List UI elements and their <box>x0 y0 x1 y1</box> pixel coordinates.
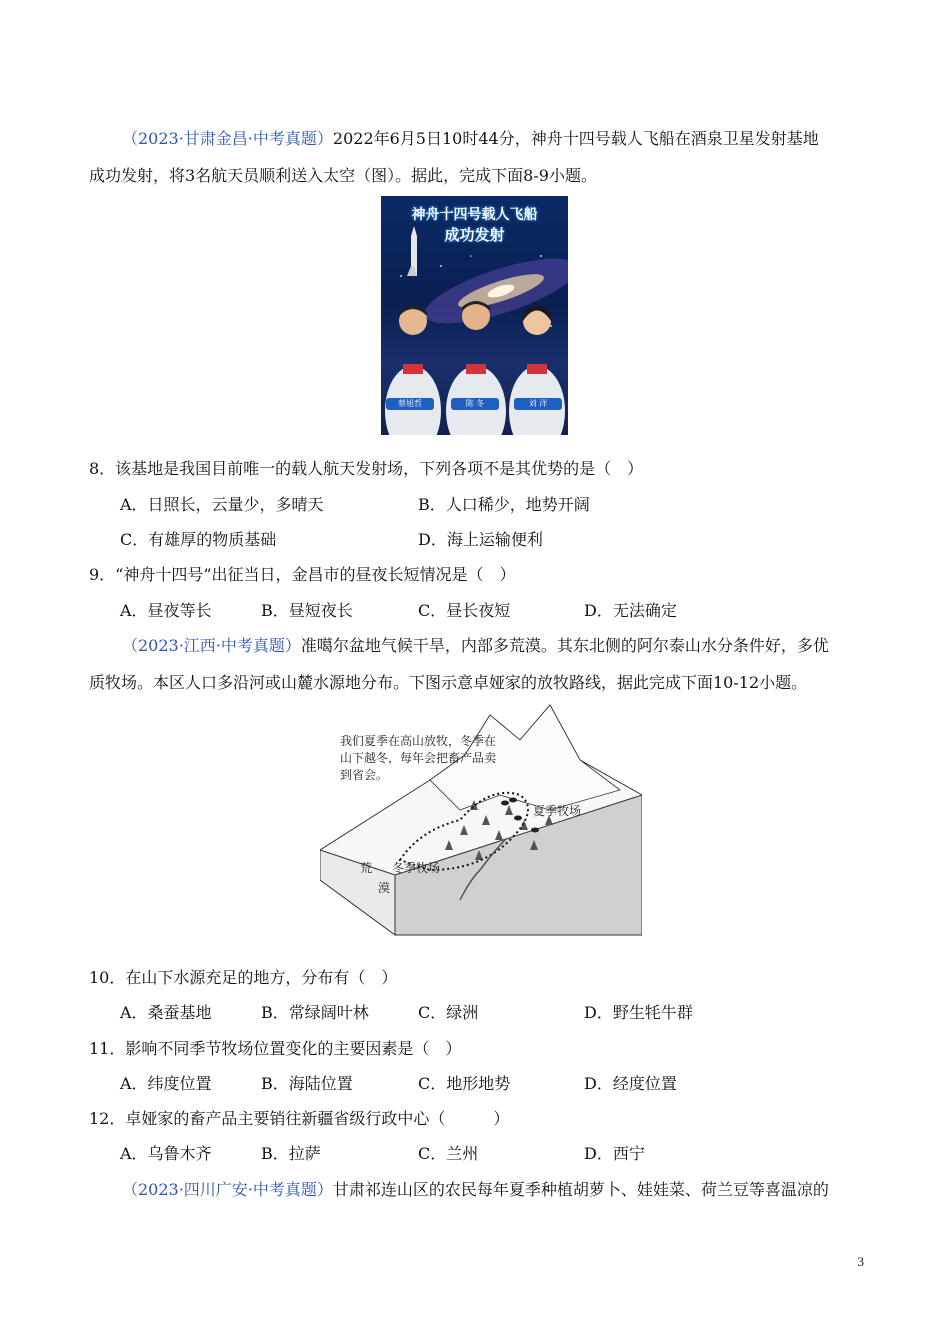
question-9-option-b: B．昼短夜长 <box>261 601 353 620</box>
question-11-stem: 11．影响不同季节牧场位置变化的主要因素是（ ） <box>89 1039 462 1058</box>
question-8-option-d: D．海上运输便利 <box>418 530 543 549</box>
question-9-option-a: A．昼夜等长 <box>120 601 212 620</box>
astronaut-name-3: 刘 洋 <box>528 399 548 408</box>
question-12-stem: 12．卓娅家的畜产品主要销往新疆省级行政中心（ ） <box>89 1109 510 1128</box>
diagram-desert-label-1: 荒 <box>360 861 373 875</box>
question-10-option-c: C．绿洲 <box>418 1003 479 1022</box>
diagram-summer-pasture-label: 夏季牧场 <box>533 804 582 818</box>
question-9-option-c: C．昼长夜短 <box>418 601 511 620</box>
diagram-speech-line2: 山下越冬，每年会把畜产品卖 <box>340 751 497 765</box>
intro1-line1 <box>122 129 819 149</box>
question-9-option-d: D．无法确定 <box>584 601 677 620</box>
question-11-option-c: C．地形地势 <box>418 1074 511 1093</box>
intro2-line2: 质牧场。本区人口多沿河或山麓水源地分布。下图示意卓娅家的放牧路线，据此完成下面10-12小题。 <box>89 673 808 692</box>
source-tag: （2023·甘肃金昌·中考真题） <box>122 129 333 148</box>
question-10-option-a: A．桑蚕基地 <box>120 1003 212 1022</box>
intro2-line1 <box>122 636 829 656</box>
intro1-text: 2022年6月5日10时44分，神舟十四号载人飞船在酒泉卫星发射基地 <box>332 129 819 148</box>
question-8-option-a: A．日照长，云量少，多晴天 <box>120 495 324 514</box>
diagram-winter-pasture-label: 冬季牧场 <box>392 861 441 875</box>
question-12-option-c: C．兰州 <box>418 1144 479 1163</box>
source-tag: （2023·江西·中考真题） <box>122 636 301 655</box>
question-10-option-d: D．野生牦牛群 <box>584 1003 693 1022</box>
astronaut-name-1: 蔡旭哲 <box>398 399 422 408</box>
question-11-option-d: D．经度位置 <box>584 1074 677 1093</box>
question-8-stem: 8．该基地是我国目前唯一的载人航天发射场，下列各项不是其优势的是（ ） <box>89 459 644 478</box>
question-12-option-b: B．拉萨 <box>261 1144 321 1163</box>
question-11-option-b: B．海陆位置 <box>261 1074 353 1093</box>
intro3-text: 甘肃祁连山区的农民每年夏季种植胡萝卜、娃娃菜、荷兰豆等喜温凉的 <box>332 1180 829 1199</box>
intro1-line2: 成功发射，将3名航天员顺利送入太空（图）。据此，完成下面8-9小题。 <box>89 166 597 185</box>
astronaut-name-2: 陈 冬 <box>465 399 485 408</box>
grazing-route-diagram <box>320 700 642 940</box>
page-number: 3 <box>857 1254 864 1269</box>
question-9-stem: 9．“神舟十四号”出征当日，金昌市的昼夜长短情况是（ ） <box>89 565 516 584</box>
question-12-option-a: A．乌鲁木齐 <box>120 1144 212 1163</box>
shenzhou-poster-image <box>381 196 568 435</box>
question-8-option-b: B．人口稀少，地势开阔 <box>418 495 590 514</box>
question-10-stem: 10．在山下水源充足的地方，分布有（ ） <box>89 968 398 987</box>
poster-title-line2: 成功发射 <box>444 226 505 244</box>
question-12-option-d: D．西宁 <box>584 1144 645 1163</box>
diagram-desert-label-2: 漠 <box>378 881 391 895</box>
source-tag: （2023·四川广安·中考真题） <box>122 1180 333 1199</box>
question-11-option-a: A．纬度位置 <box>120 1074 212 1093</box>
question-8-option-c: C．有雄厚的物质基础 <box>120 530 277 549</box>
diagram-speech-line1: 我们夏季在高山放牧，冬季在 <box>340 734 497 748</box>
poster-title-line1: 神舟十四号载人飞船 <box>411 207 538 223</box>
question-10-option-b: B．常绿阔叶林 <box>261 1003 369 1022</box>
intro2-text: 准噶尔盆地气候干旱，内部多荒漠。其东北侧的阿尔泰山水分条件好，多优 <box>300 636 829 655</box>
diagram-speech-line3: 到省会。 <box>340 768 389 782</box>
intro3-line1 <box>122 1180 829 1200</box>
